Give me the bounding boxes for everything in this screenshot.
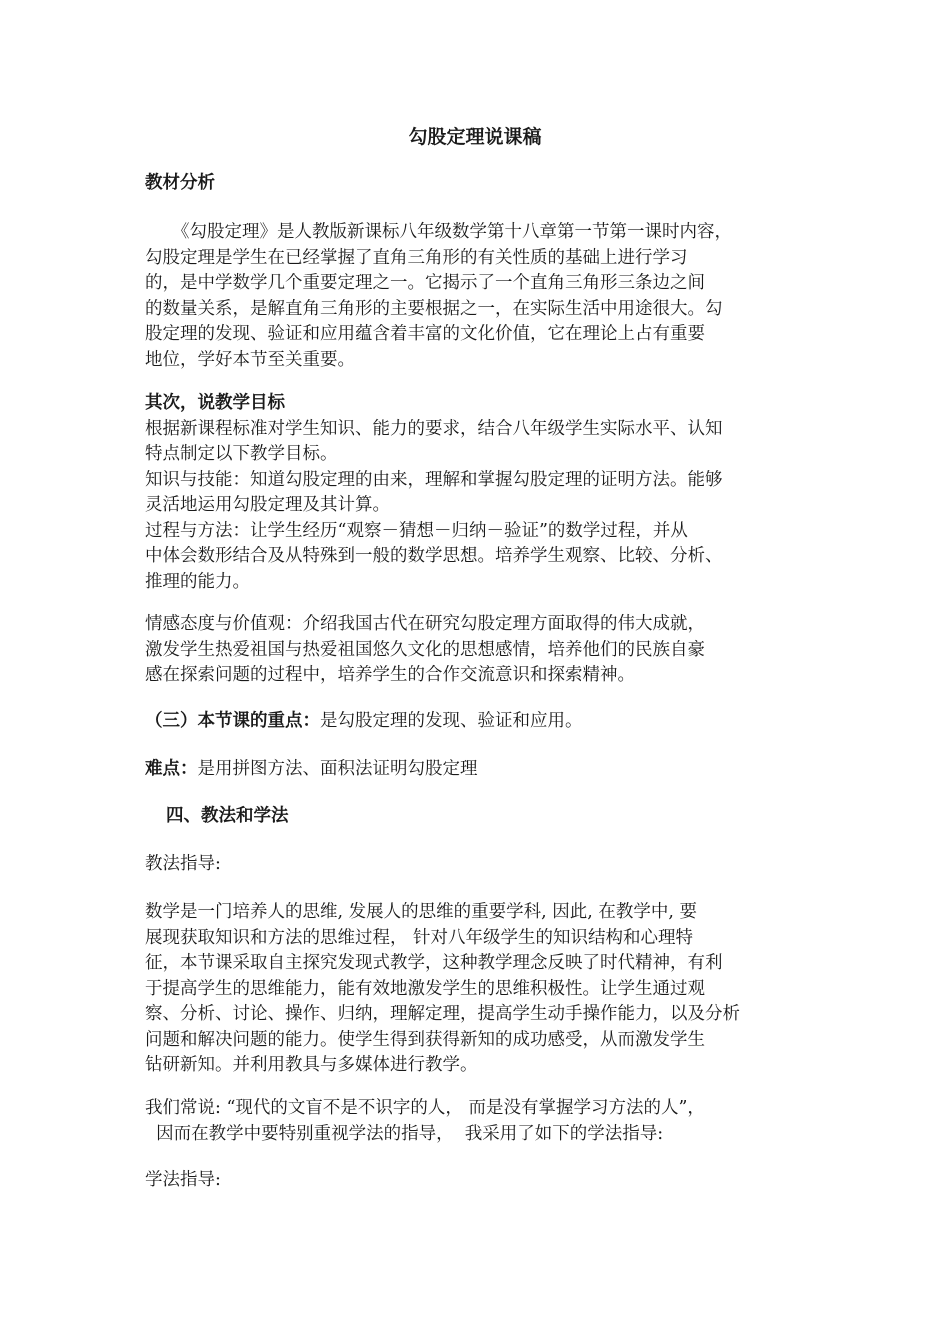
section-teaching-material: [145, 171, 825, 197]
label-text: 学法指导:: [145, 1170, 221, 1190]
paragraph-line: 中体会数形结合及从特殊到一般的数学思想。培养学生观察、比较、分析、: [145, 546, 723, 566]
paragraph-line: 因而在教学中要特别重视学法的指导， 我采用了如下的学法指导:: [145, 1123, 664, 1144]
paragraph-line: 于提高学生的思维能力，能有效地激发学生的思维积极性。让学生通过观: [145, 978, 705, 999]
paragraph-line: 的，是中学数学几个重要定理之一。它揭示了一个直角三角形三条边之间: [145, 273, 705, 293]
section-attitude-values: [145, 612, 825, 689]
section-heading: 教材分析: [145, 173, 215, 193]
paragraph-line: 感在探索问题的过程中，培养学生的合作交流意识和探索精神。: [145, 665, 635, 685]
paragraph-line: 察、分析、讨论、操作、归纳，理解定理，提高学生动手操作能力，以及分析: [145, 1004, 740, 1024]
paragraph-line: 特点制定以下教学目标。: [145, 444, 338, 464]
teaching-guidance-label: [145, 852, 825, 878]
key-point: [145, 709, 825, 735]
paragraph-line: 灵活地运用勾股定理及其计算。: [145, 495, 390, 515]
paragraph-line: 知识与技能：知道勾股定理的由来，理解和掌握勾股定理的证明方法。能够: [145, 469, 723, 490]
paragraph-line: 勾股定理是学生在已经掌握了直角三角形的有关性质的基础上进行学习: [145, 247, 688, 268]
paragraph-line: 激发学生热爱祖国与热爱祖国悠久文化的思想感情，培养他们的民族自豪: [145, 639, 705, 660]
teaching-guidance-paragraph: [145, 900, 825, 1079]
paragraph-line: 的数量关系，是解直角三角形的主要根据之一，在实际生活中用途很大。勾: [145, 298, 723, 319]
paragraph-line: 《勾股定理》是人教版新课标八年级数学第十八章第一节第一课时内容，: [172, 222, 732, 242]
key-point-label: （三）本节课的重点：: [145, 711, 320, 731]
quote-paragraph: [145, 1096, 825, 1147]
paragraph-line: 征，本节课采取自主探究发现式教学，这种教学理念反映了时代精神，有利: [145, 953, 723, 973]
paragraph-line: 根据新课程标准对学生知识、能力的要求，结合八年级学生实际水平、认知: [145, 418, 723, 439]
paragraph-line: 钻研新知。并利用教具与多媒体进行教学。: [145, 1055, 478, 1075]
difficulty-label: 难点：: [145, 759, 198, 779]
learning-guidance-label: [145, 1168, 825, 1194]
key-point-text: 是勾股定理的发现、验证和应用。: [320, 711, 583, 731]
paragraph-line: 地位，学好本节至关重要。: [145, 349, 355, 370]
material-analysis-paragraph: [145, 220, 825, 373]
section-methods: [166, 804, 846, 830]
paragraph-line: 股定理的发现、验证和应用蕴含着丰富的文化价值，它在理论上占有重要: [145, 324, 705, 344]
paragraph-line: 问题和解决问题的能力。使学生得到获得新知的成功感受，从而激发学生: [145, 1029, 705, 1050]
paragraph-line: 数学是一门培养人的思维, 发展人的思维的重要学科, 因此, 在教学中, 要: [145, 902, 697, 922]
section-heading: 四、教法和学法: [166, 806, 289, 826]
difficulty-text: 是用拼图方法、面积法证明勾股定理: [197, 759, 478, 779]
paragraph-line: 我们常说: “现代的文盲不是不识字的人， 而是没有掌握学习方法的人”，: [145, 1098, 705, 1118]
paragraph-line: 情感态度与价值观：介绍我国古代在研究勾股定理方面取得的伟大成就，: [145, 614, 705, 634]
label-text: 教法指导:: [145, 854, 221, 874]
section-teaching-goals: [145, 391, 825, 595]
difficulty: [145, 757, 825, 783]
paragraph-line: 推理的能力。: [145, 571, 250, 592]
section-heading: 其次，说教学目标: [145, 393, 285, 413]
paragraph-line: 展现获取知识和方法的思维过程， 针对八年级学生的知识结构和心理特: [145, 927, 694, 948]
document-title: 勾股定理说课稿: [408, 126, 542, 148]
paragraph-line: 过程与方法：让学生经历“观察－猜想－归纳－验证”的数学过程，并从: [145, 520, 688, 541]
